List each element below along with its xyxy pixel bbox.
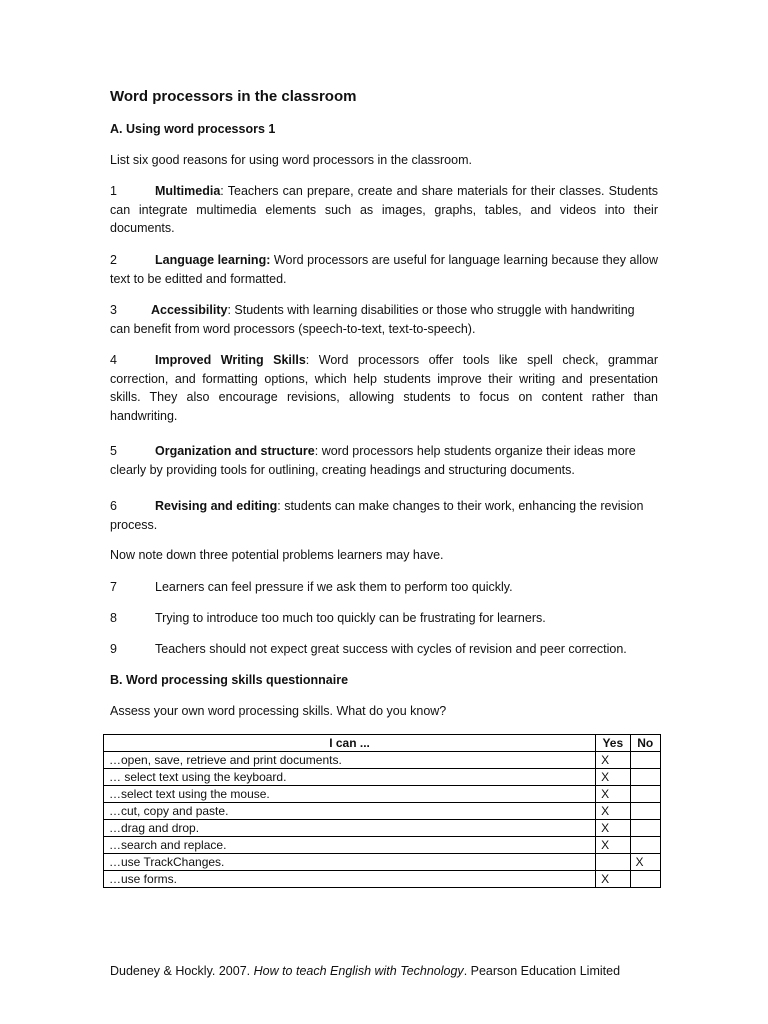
no-cell	[630, 769, 660, 786]
section-b-heading: B. Word processing skills questionnaire	[110, 673, 349, 687]
no-cell: X	[630, 854, 660, 871]
table-row	[104, 820, 661, 837]
table-header-row	[104, 735, 661, 752]
skill-cell: …drag and drop.	[104, 820, 596, 837]
reason-item-4	[110, 351, 658, 425]
no-cell	[630, 803, 660, 820]
section-a-intro: List six good reasons for using word processors in the classroom.	[110, 153, 472, 167]
reason-text: Word processors are useful for language learning because they allow text to be editted and formatted.	[110, 253, 658, 286]
skills-table	[103, 734, 661, 888]
reason-item-5	[110, 442, 658, 479]
yes-cell: X	[596, 803, 630, 820]
skill-cell: …open, save, retrieve and print documents.	[104, 752, 596, 769]
citation-publisher: . Pearson Education Limited	[463, 964, 621, 978]
reason-number: 2	[110, 253, 117, 267]
reason-sep: :	[305, 353, 310, 367]
reason-term: Improved Writing Skills	[155, 353, 306, 367]
table-row	[104, 786, 661, 803]
yes-cell: X	[596, 837, 630, 854]
problem-item-9	[110, 640, 658, 659]
reason-text: Word processors offer tools like spell check, grammar correction, and formatting options, which help students improve their writing and presentation skills. They also encourage revisions, allowing students to focus on content rather than handwriting.	[110, 353, 658, 423]
reason-number: 4	[110, 353, 117, 367]
skill-cell: …cut, copy and paste.	[104, 803, 596, 820]
table-row	[104, 752, 661, 769]
reason-item-6	[110, 497, 658, 534]
no-cell	[630, 871, 660, 888]
no-cell	[630, 752, 660, 769]
reason-text: word processors help students organize their ideas more clearly by providing tools for outlining, creating headings and structuring documents.	[110, 444, 636, 477]
problems-intro: Now note down three potential problems learners may have.	[110, 548, 444, 562]
problem-text: Trying to introduce too much too quickly can be frustrating for learners.	[155, 611, 546, 625]
reason-number: 6	[110, 499, 117, 513]
problem-item-8	[110, 609, 658, 628]
reason-number: 5	[110, 444, 117, 458]
problem-text: Learners can feel pressure if we ask them to perform too quickly.	[155, 580, 513, 594]
reason-number: 3	[110, 303, 117, 317]
column-header-ican: I can ...	[104, 735, 596, 752]
reason-term: Revising and editing	[155, 499, 278, 513]
problem-item-7	[110, 578, 658, 597]
reason-term: Accessibility	[151, 303, 228, 317]
no-cell	[630, 820, 660, 837]
table-row	[104, 803, 661, 820]
reason-sep: :	[220, 184, 224, 198]
reason-sep: :	[227, 303, 231, 317]
no-cell	[630, 837, 660, 854]
reason-sep: :	[314, 444, 319, 458]
yes-cell: X	[596, 769, 630, 786]
skill-cell: …select text using the mouse.	[104, 786, 596, 803]
yes-cell: X	[596, 786, 630, 803]
table-row	[104, 854, 661, 871]
yes-cell: X	[596, 752, 630, 769]
document-title: Word processors in the classroom	[110, 88, 357, 105]
problem-number: 8	[110, 611, 117, 625]
no-cell	[630, 786, 660, 803]
reason-item-1	[110, 182, 658, 238]
reason-text: students can make changes to their work, enhancing the revision process.	[110, 499, 644, 532]
column-header-yes: Yes	[596, 735, 630, 752]
table-row	[104, 837, 661, 854]
yes-cell	[596, 854, 630, 871]
reason-sep: :	[277, 499, 281, 513]
reason-text: Students with learning disabilities or those who struggle with handwriting can benefit from word processors (speech-to-text, text-to-speech).	[110, 303, 635, 336]
reason-item-2	[110, 251, 658, 288]
reason-term: Multimedia	[155, 184, 221, 198]
skill-cell: … select text using the keyboard.	[104, 769, 596, 786]
skill-cell: …use TrackChanges.	[104, 854, 596, 871]
problem-text: Teachers should not expect great success with cycles of revision and peer correction.	[155, 642, 627, 656]
column-header-no: No	[630, 735, 660, 752]
citation-authors: Dudeney & Hockly. 2007.	[110, 964, 254, 978]
reason-item-3	[110, 301, 658, 338]
problem-number: 7	[110, 580, 117, 594]
skill-cell: …use forms.	[104, 871, 596, 888]
citation-footer	[110, 962, 670, 980]
citation-book-title: How to teach English with Technology	[253, 964, 464, 978]
reason-term: Language learning:	[155, 253, 271, 267]
yes-cell: X	[596, 820, 630, 837]
yes-cell: X	[596, 871, 630, 888]
document-page	[110, 0, 658, 1024]
reason-text: Teachers can prepare, create and share materials for their classes. Students can integrate multimedia elements such as images, graphs, tables, and videos into their documents.	[110, 184, 658, 235]
skill-cell: …search and replace.	[104, 837, 596, 854]
reason-number: 1	[110, 184, 117, 198]
table-row	[104, 769, 661, 786]
reason-term: Organization and structure	[155, 444, 315, 458]
section-a-heading: A. Using word processors 1	[110, 122, 276, 136]
section-b-intro: Assess your own word processing skills. What do you know?	[110, 704, 447, 718]
problem-number: 9	[110, 642, 117, 656]
table-row	[104, 871, 661, 888]
